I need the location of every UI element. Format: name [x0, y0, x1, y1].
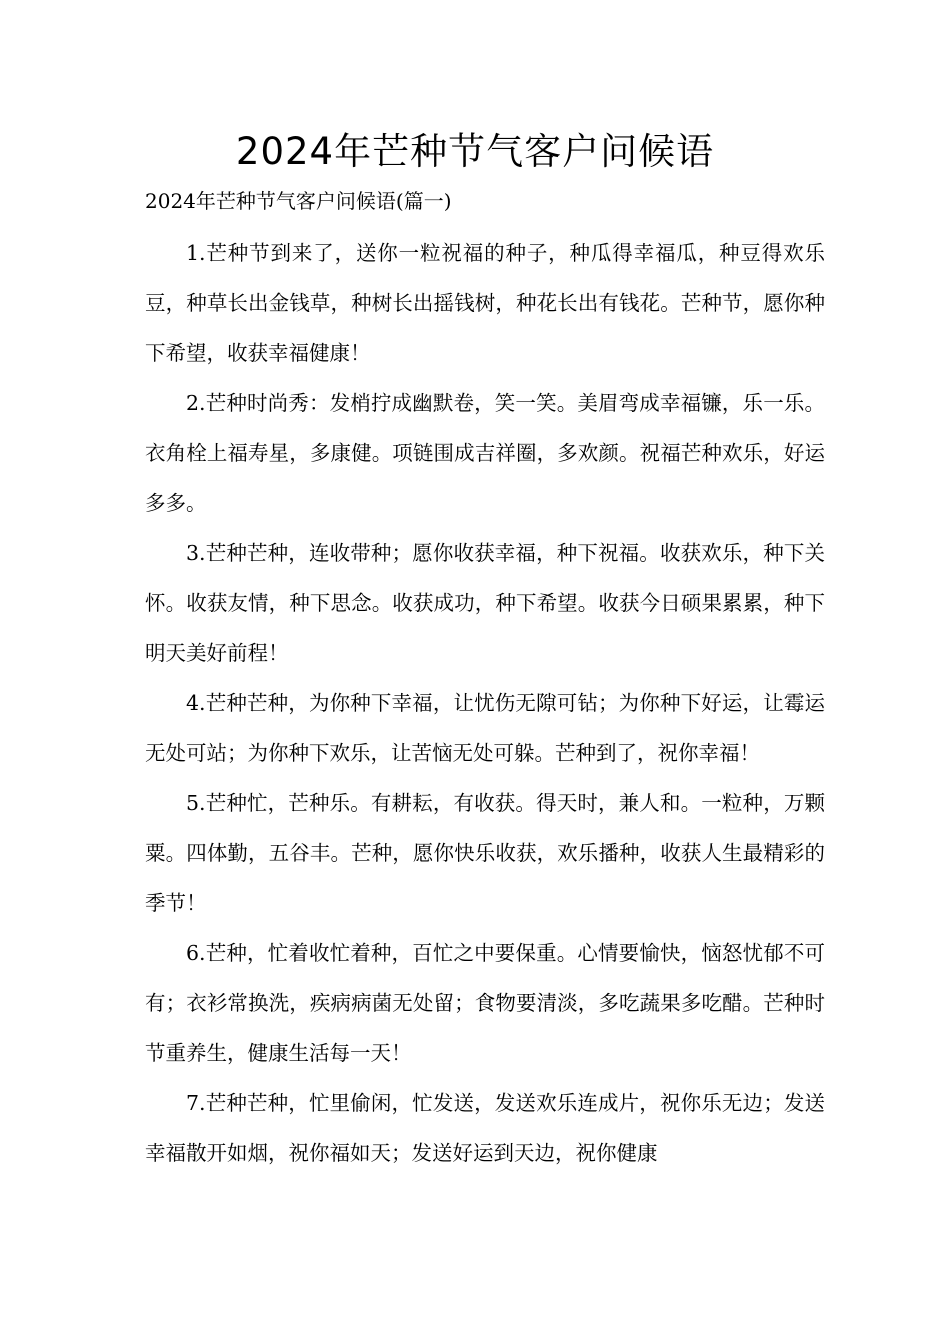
paragraph-1: 1.芒种节到来了，送你一粒祝福的种子，种瓜得幸福瓜，种豆得欢乐豆，种草长出金钱草，种树长出摇钱树，种花长出有钱花。芒种节，愿你种下希望，收获幸福健康！ — [145, 241, 825, 365]
paragraph-5: 5.芒种忙，芒种乐。有耕耘，有收获。得天时，兼人和。一粒种，万颗粟。四体勤，五谷丰。芒种，愿你快乐收获，欢乐播种，收获人生最精彩的季节！ — [145, 791, 825, 915]
paragraph-6: 6.芒种，忙着收忙着种，百忙之中要保重。心情要愉快，恼怒忧郁不可有；衣衫常换洗，疾病病菌无处留；食物要清淡，多吃蔬果多吃醋。芒种时节重养生，健康生活每一天！ — [145, 941, 825, 1065]
section-heading: 2024年芒种节气客户问候语(篇一) — [145, 189, 452, 213]
paragraph-7: 7.芒种芒种，忙里偷闲，忙发送，发送欢乐连成片，祝你乐无边；发送幸福散开如烟，祝你福如天；发送好运到天边，祝你健康 — [145, 1091, 825, 1165]
paragraph-4: 4.芒种芒种，为你种下幸福，让忧伤无隙可钻；为你种下好运，让霉运无处可站；为你种下欢乐，让苦恼无处可躲。芒种到了，祝你幸福！ — [145, 691, 825, 765]
paragraph-3: 3.芒种芒种，连收带种；愿你收获幸福，种下祝福。收获欢乐，种下关怀。收获友情，种下思念。收获成功，种下希望。收获今日硕果累累，种下明天美好前程！ — [145, 541, 825, 665]
document-title: 2024年芒种节气客户问候语 — [235, 130, 715, 173]
document-body — [145, 228, 825, 1178]
paragraph-2: 2.芒种时尚秀：发梢拧成幽默卷，笑一笑。美眉弯成幸福镰，乐一乐。衣角栓上福寿星，多康健。项链围成吉祥圈，多欢颜。祝福芒种欢乐，好运多多。 — [145, 391, 825, 515]
